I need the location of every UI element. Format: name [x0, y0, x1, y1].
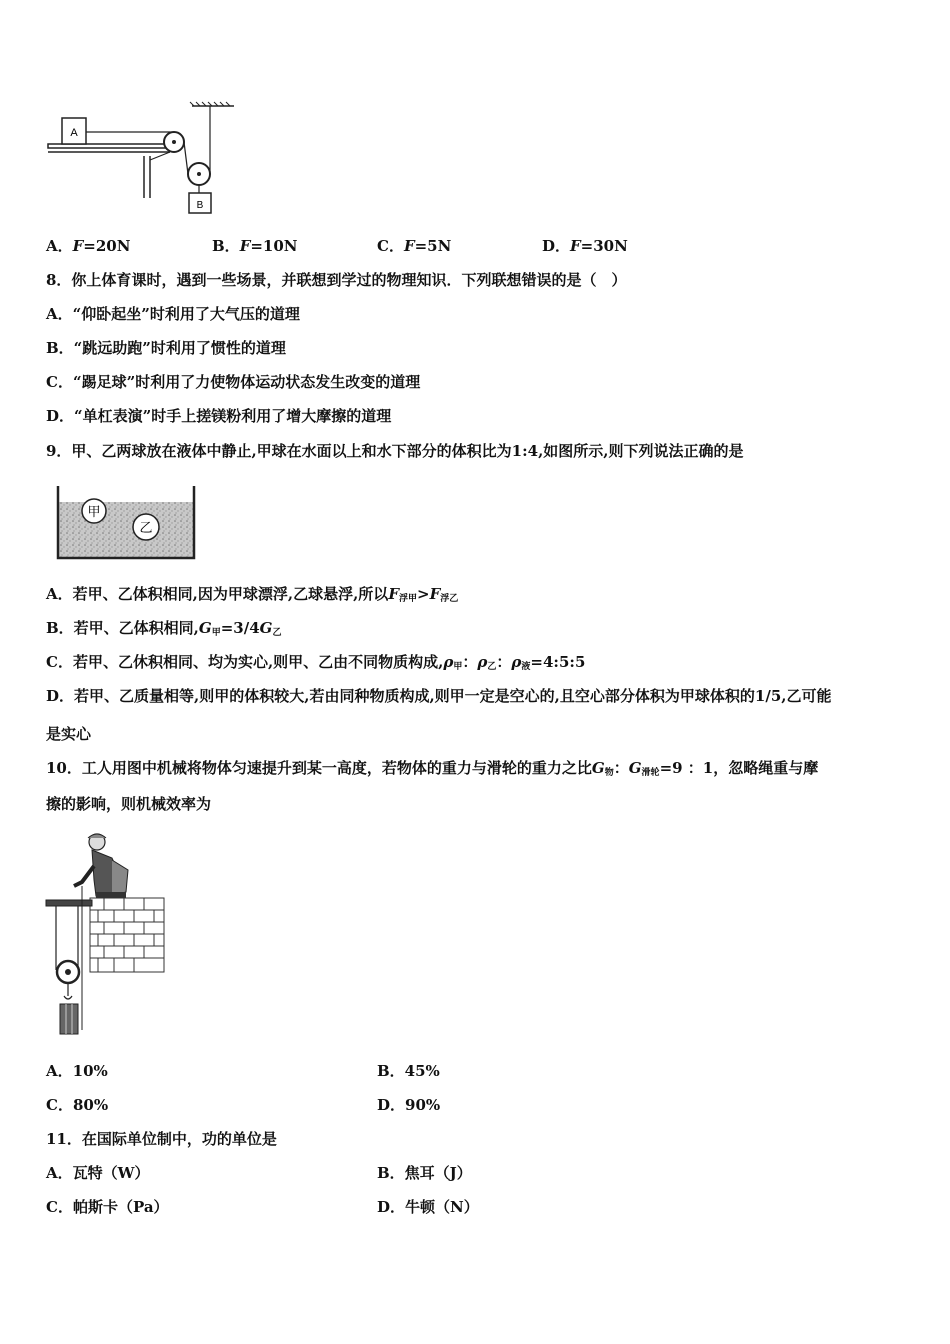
- q9-option-a[interactable]: [46, 584, 458, 609]
- q10-stem: [46, 758, 818, 783]
- subscript: 甲: [211, 628, 221, 638]
- fraction-value: =3/4: [220, 619, 260, 637]
- q8-option-b[interactable]: B．“跳远助跑”时利用了惯性的道理: [46, 339, 286, 357]
- option-text: C．若甲、乙休积相同、均为实心,则甲、乙由不同物质构成,: [46, 653, 444, 671]
- q7-option-d[interactable]: [542, 236, 628, 256]
- subscript: 甲: [453, 662, 463, 672]
- density-symbol: ρ: [477, 653, 488, 671]
- comparison-sign: >: [416, 585, 430, 603]
- q10-option-d[interactable]: D．90%: [377, 1096, 441, 1114]
- q10-option-b[interactable]: B．45%: [377, 1062, 440, 1080]
- q9-option-d-cont: 是实心: [46, 725, 92, 743]
- ratio-colon: ：: [496, 653, 512, 671]
- option-value: =10N: [250, 237, 298, 255]
- density-symbol: ρ: [443, 653, 454, 671]
- q11-option-a[interactable]: A．瓦特（W）: [46, 1164, 150, 1182]
- option-value: =20N: [83, 237, 131, 255]
- stem-text: 10．工人用图中机械将物体匀速提升到某一高度，若物体的重力与滑轮的重力之比: [46, 759, 592, 777]
- subscript: 液: [521, 662, 531, 672]
- q11-option-d[interactable]: D．牛顿（N）: [377, 1198, 479, 1216]
- q10-option-c[interactable]: C．80%: [46, 1096, 109, 1114]
- ball-yi-label: 乙: [139, 521, 153, 536]
- q7-option-b[interactable]: [212, 236, 298, 256]
- q11-option-c[interactable]: C．帕斯卡（Pa）: [46, 1198, 169, 1216]
- liquid-container-figure: [54, 484, 200, 564]
- ratio-value: =4:5:5: [530, 653, 586, 671]
- q9-stem: 9．甲、乙两球放在液体中静止,甲球在水面以上和水下部分的体积比为1:4,如图所示,则下列说法正确的是: [46, 442, 744, 460]
- q9-option-c[interactable]: [46, 652, 585, 677]
- option-value: =30N: [580, 237, 628, 255]
- subscript: 乙: [272, 628, 282, 638]
- option-text: B．若甲、乙体积相同,: [46, 619, 199, 637]
- q9-option-b[interactable]: [46, 618, 281, 643]
- block-b-label: B: [196, 200, 204, 211]
- option-key: B．: [212, 237, 240, 255]
- q11-stem: 11．在国际单位制中，功的单位是: [46, 1130, 277, 1148]
- subscript: 浮甲: [398, 594, 417, 604]
- option-key: D．: [542, 237, 571, 255]
- force-symbol: F: [570, 237, 581, 255]
- q7-option-c[interactable]: [377, 236, 451, 256]
- force-symbol: F: [239, 237, 251, 255]
- ball-jia-label: 甲: [87, 505, 101, 520]
- density-symbol: ρ: [511, 653, 522, 671]
- q11-option-b[interactable]: B．焦耳（J）: [377, 1164, 472, 1182]
- gravity-symbol: G: [628, 759, 642, 777]
- option-key: C．: [377, 237, 404, 255]
- subscript: 滑轮: [641, 768, 660, 778]
- subscript: 浮乙: [440, 594, 459, 604]
- q8-option-c[interactable]: C．“踢足球”时利用了力使物体运动状态发生改变的道理: [46, 373, 421, 391]
- gravity-symbol: G: [591, 759, 605, 777]
- q10-stem-cont: 擦的影响，则机械效率为: [46, 795, 212, 813]
- option-key: A．: [46, 237, 73, 255]
- worker-pulley-figure: [42, 830, 172, 1040]
- ratio-colon: ：: [462, 653, 478, 671]
- ratio-value: =9 ：1，忽略绳重与摩: [659, 759, 819, 777]
- subscript: 物: [604, 768, 614, 778]
- gravity-symbol: G: [259, 619, 273, 637]
- q7-option-a[interactable]: [46, 236, 130, 256]
- q8-option-a[interactable]: A．“仰卧起坐”时利用了大气压的道理: [46, 305, 300, 323]
- q10-option-a[interactable]: A．10%: [46, 1062, 108, 1080]
- q9-option-d[interactable]: D．若甲、乙质量相等,则甲的体积较大,若由同种物质构成,则甲一定是空心的,且空心部分体积为甲球体积的1/5,乙可能: [46, 687, 832, 705]
- ratio-colon: ：: [613, 759, 629, 777]
- gravity-symbol: G: [198, 619, 212, 637]
- force-symbol: F: [403, 237, 415, 255]
- block-a-label: A: [70, 127, 78, 139]
- q8-stem: 8．你上体育课时，遇到一些场景，并联想到学过的物理知识．下列联想错误的是（ ）: [46, 271, 627, 289]
- option-value: =5N: [414, 237, 452, 255]
- option-text: A．若甲、乙体积相同,因为甲球漂浮,乙球悬浮,所以: [46, 585, 389, 603]
- subscript: 乙: [487, 662, 497, 672]
- pulley-figure: [44, 100, 244, 220]
- force-symbol: F: [72, 237, 84, 255]
- q8-option-d[interactable]: D．“单杠表演”时手上搓镁粉利用了增大摩擦的道理: [46, 407, 392, 425]
- force-symbol: F: [429, 585, 441, 603]
- force-symbol: F: [388, 585, 399, 603]
